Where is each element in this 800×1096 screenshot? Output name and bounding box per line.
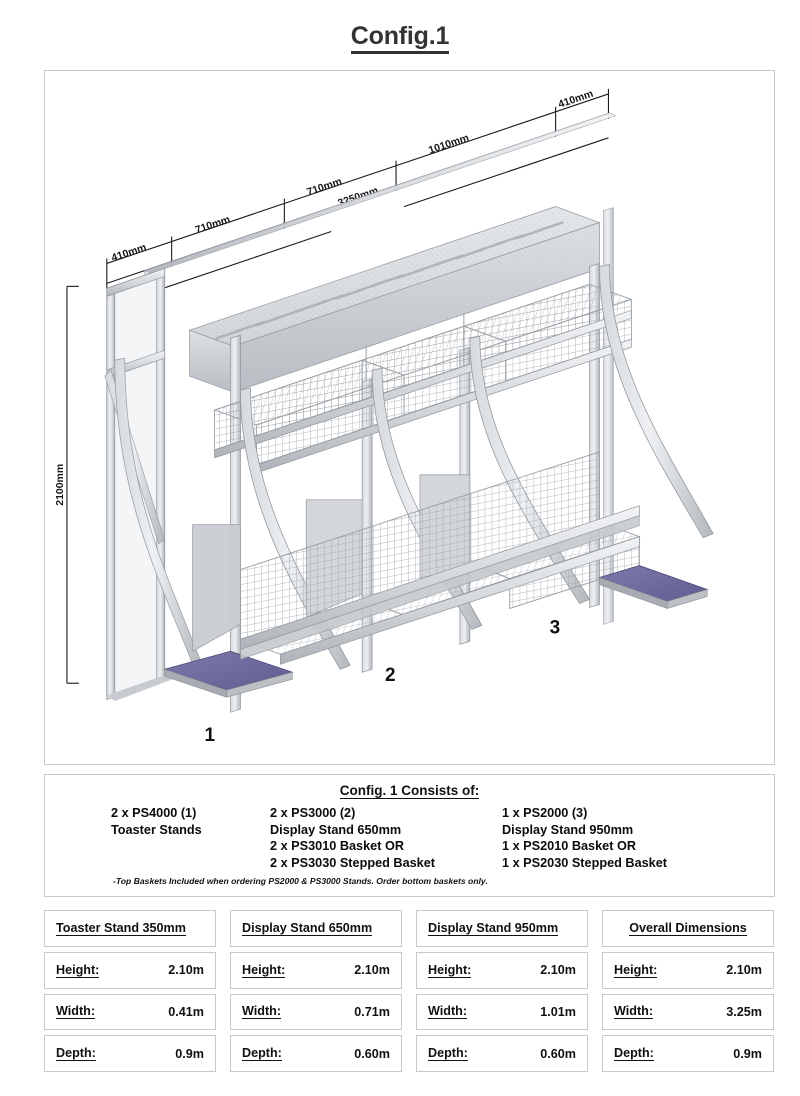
spec-row-height <box>230 952 402 989</box>
spec-table-title-text: Display Stand 950mm <box>428 920 559 935</box>
consists-of-heading <box>45 783 774 798</box>
spec-value: 1.01m <box>540 1004 576 1019</box>
spec-table-title <box>230 910 402 947</box>
page-title-text: Config.1 <box>351 22 449 54</box>
consists-line: 2 x PS3010 Basket OR <box>270 839 405 853</box>
spec-table-display-stand-950mm <box>416 910 588 1072</box>
spec-row-width <box>602 994 774 1031</box>
dimension-label-1010: 1010mm <box>427 132 471 157</box>
spec-key: Height: <box>614 962 658 977</box>
spec-row-height <box>416 952 588 989</box>
consists-column-ps3000 <box>270 805 502 871</box>
spec-value: 3.25m <box>726 1004 762 1019</box>
spec-value: 2.10m <box>540 963 576 978</box>
consists-line: Toaster Stands <box>111 822 202 837</box>
spec-table-title-text: Overall Dimensions <box>629 920 747 935</box>
spec-value: 2.10m <box>726 963 762 978</box>
isometric-assembly-drawing <box>45 71 774 764</box>
spec-value: 2.10m <box>168 963 204 978</box>
consists-column-ps2000 <box>502 805 776 871</box>
spec-value: 0.71m <box>354 1004 390 1019</box>
callout-2: 2 <box>385 665 396 687</box>
dimension-label-410-left: 410mm <box>110 242 148 265</box>
toaster-stand-left <box>105 268 203 701</box>
consists-line: 1 x PS2030 Stepped Basket <box>502 855 668 870</box>
spec-table-title <box>602 910 774 947</box>
spec-key: Depth: <box>56 1046 96 1061</box>
consists-of-footnote: -Top Baskets Included when ordering PS2000 & PS3000 Stands. Order bottom baskets only. <box>113 876 488 886</box>
consists-line: Display Stand 650mm <box>270 822 402 837</box>
consists-of-heading-text: Config. 1 Consists of: <box>339 783 480 798</box>
spec-value: 2.10m <box>354 963 390 978</box>
consists-line: 2 x PS4000 (1) <box>111 806 197 820</box>
spec-key: Height: <box>56 962 100 977</box>
spec-table-overall-dimensions <box>602 910 774 1072</box>
consists-line: 2 x PS3030 Stepped Basket <box>270 855 436 870</box>
dimension-label-410-right: 410mm <box>557 88 595 111</box>
dimension-label-2100-height: 2100mm <box>54 463 66 506</box>
specification-tables <box>44 910 775 1072</box>
consists-of-panel <box>44 774 775 897</box>
spec-key: Depth: <box>614 1046 654 1061</box>
consists-column-ps4000 <box>45 805 270 871</box>
consists-line: 1 x PS2000 (3) <box>502 806 588 820</box>
spec-table-display-stand-650mm <box>230 910 402 1072</box>
consists-of-columns <box>45 805 776 871</box>
spec-key: Depth: <box>428 1046 468 1061</box>
consists-line: 1 x PS2010 Basket OR <box>502 839 637 853</box>
dimension-label-710-b: 710mm <box>305 176 344 199</box>
height-dimension <box>55 286 79 683</box>
spec-key: Height: <box>242 962 286 977</box>
spec-table-toaster-stand-350mm <box>44 910 216 1072</box>
consists-line: 2 x PS3000 (2) <box>270 806 356 820</box>
spec-row-height <box>602 952 774 989</box>
spec-value: 0.60m <box>540 1046 576 1061</box>
spec-value: 0.9m <box>175 1046 204 1061</box>
callout-1: 1 <box>204 725 216 747</box>
spec-row-depth <box>44 1035 216 1072</box>
spec-value: 0.41m <box>168 1004 204 1019</box>
drawing-panel <box>44 70 775 765</box>
spec-row-depth <box>416 1035 588 1072</box>
callout-3: 3 <box>549 617 561 639</box>
spec-key: Width: <box>614 1004 654 1019</box>
spec-value: 0.60m <box>354 1046 390 1061</box>
spec-value: 0.9m <box>733 1046 762 1061</box>
spec-table-title <box>416 910 588 947</box>
spec-row-width <box>44 994 216 1031</box>
spec-row-width <box>230 994 402 1031</box>
spec-row-depth <box>602 1035 774 1072</box>
spec-table-title <box>44 910 216 947</box>
spec-row-width <box>416 994 588 1031</box>
consists-line: Display Stand 950mm <box>502 822 634 837</box>
spec-table-title-text: Toaster Stand 350mm <box>56 920 186 935</box>
spec-key: Width: <box>242 1004 282 1019</box>
spec-key: Height: <box>428 962 472 977</box>
spec-row-height <box>44 952 216 989</box>
spec-key: Depth: <box>242 1046 282 1061</box>
dimension-label-710-a: 710mm <box>194 214 232 237</box>
spec-key: Width: <box>428 1004 468 1019</box>
spec-table-title-text: Display Stand 650mm <box>242 920 373 935</box>
spec-key: Width: <box>56 1004 96 1019</box>
dimension-label-overall-width: 3250mm <box>336 185 380 210</box>
page-title <box>0 22 800 51</box>
spec-row-depth <box>230 1035 402 1072</box>
